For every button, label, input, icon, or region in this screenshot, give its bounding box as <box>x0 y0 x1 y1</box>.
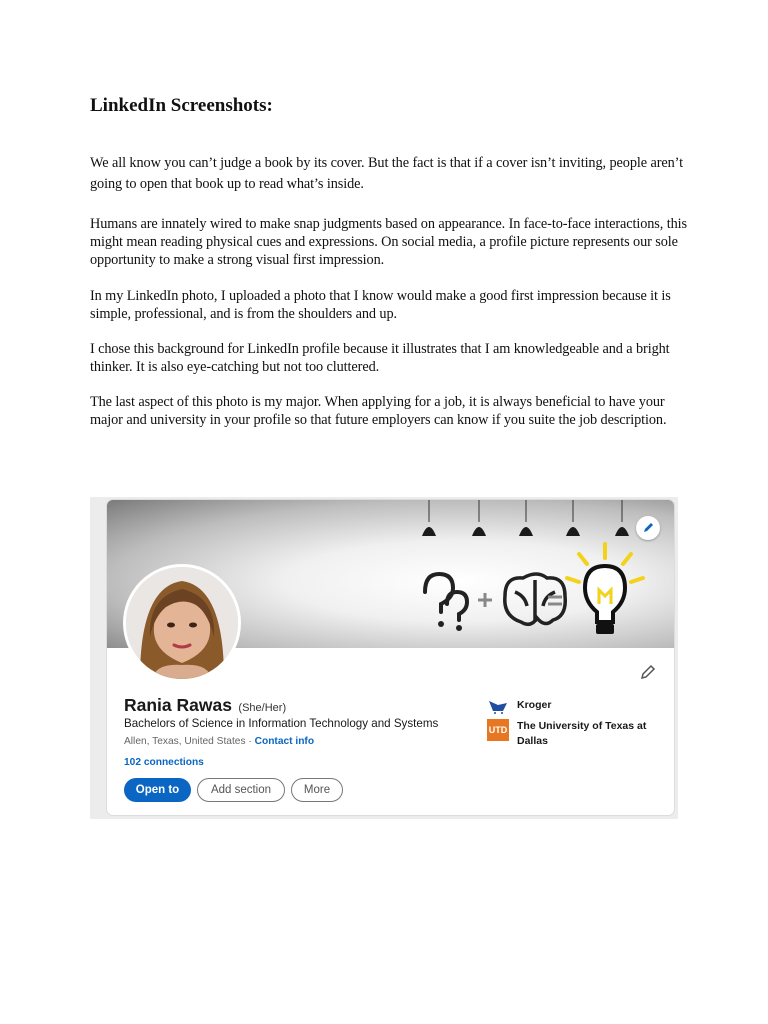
profile-card <box>107 500 674 815</box>
avatar[interactable] <box>123 564 241 682</box>
edit-banner-button[interactable] <box>636 516 660 540</box>
edit-pencil-icon <box>639 663 657 681</box>
paragraph-1: We all know you can’t judge a book by its cover. But the fact is that if a cover isn’t inviting, people aren’t going to open that book up to read what’s inside. <box>90 155 683 192</box>
question-mark-icon <box>425 574 467 620</box>
contact-info-link[interactable]: Contact info <box>254 736 315 747</box>
edit-pencil-icon <box>636 516 660 540</box>
paragraph-3: In my LinkedIn photo, I uploaded a photo that I know would make a good first impression because it is simple, professional, and is from the shoulders and up. <box>90 288 671 322</box>
school-name-line-2: Dallas <box>517 735 548 747</box>
kroger-logo-icon <box>487 698 509 714</box>
profile-pronouns: (She/Her) <box>238 702 287 714</box>
school-name <box>517 719 646 749</box>
profile-name: Rania Rawas <box>124 695 232 715</box>
name-row <box>124 695 286 716</box>
utd-logo-icon: UTD <box>487 719 509 741</box>
paragraph-2: Humans are innately wired to make snap judgments based on appearance. In face-to-face interactions, this might mean reading physical cues and expressions. On social media, a profile picture represents our sole opportunity to make a strong visual first impression. <box>90 216 687 268</box>
edit-profile-button[interactable] <box>639 663 657 681</box>
lightbulb-icon <box>567 544 643 634</box>
profile-location: Allen, Texas, United States <box>124 736 246 747</box>
add-section-button[interactable]: Add section <box>197 778 285 802</box>
company-name: Kroger <box>517 699 552 711</box>
profile-location-row <box>124 736 314 747</box>
linkedin-profile-screenshot <box>90 497 678 819</box>
location-separator: · <box>245 736 255 747</box>
open-to-button[interactable]: Open to <box>124 778 191 802</box>
paragraph-4: I chose this background for LinkedIn profile because it illustrates that I am knowledgeable and a bright thinker. It is also eye-catching but not too cluttered. <box>90 341 670 375</box>
connections-link[interactable]: 102 connections <box>124 757 204 768</box>
profile-headline: Bachelors of Science in Information Technology and Systems <box>124 717 439 730</box>
more-button[interactable]: More <box>291 778 343 802</box>
profile-photo <box>126 567 238 679</box>
paragraph-5: The last aspect of this photo is my major. When applying for a job, it is always beneficial to have your major and university in your profile so that future employers can know if you suite the job description. <box>90 394 667 428</box>
document-title: LinkedIn Screenshots: <box>90 95 273 116</box>
brain-icon <box>505 574 565 624</box>
school-name-line-1: The University of Texas at <box>517 720 647 732</box>
